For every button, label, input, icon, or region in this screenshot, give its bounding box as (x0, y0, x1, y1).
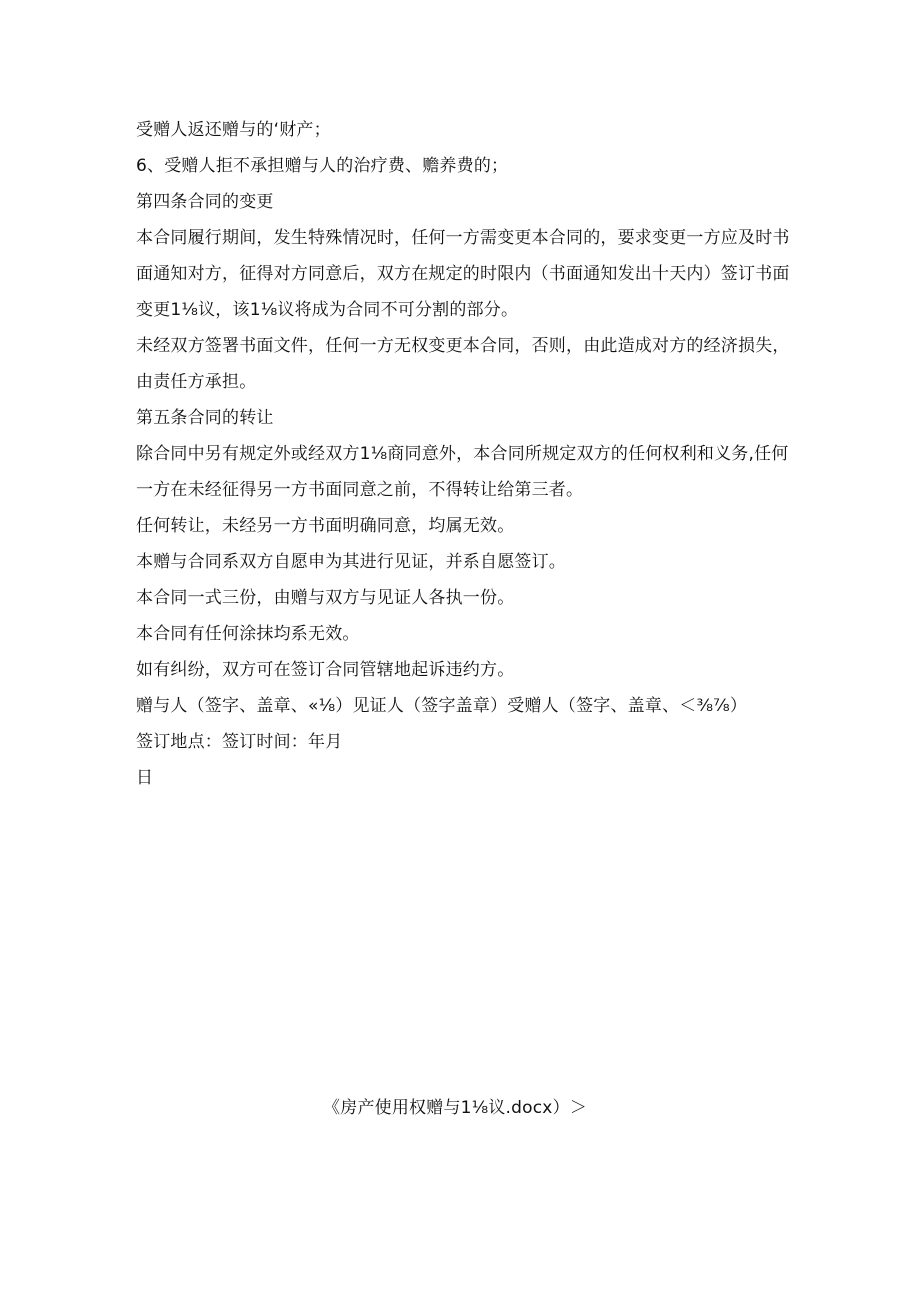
document-footer (0, 1095, 920, 1121)
paragraph-11: 本合同有任何涂抹均系无效。 (136, 624, 360, 644)
paragraph-7: 除合同中另有规定外或经双方1⅛商同意外，本合同所规定双方的任何权利和义务,任何一方在未经征得另一方书面同意之前，不得转让给第三者。 (136, 444, 789, 500)
paragraph-1: 受赠人返还赠与的‘财产； (136, 120, 331, 140)
paragraph-8: 任何转让，未经另一方书面明确同意，均属无效。 (136, 516, 515, 536)
section-heading-5: 第五条合同的转让 (136, 408, 274, 428)
footer-filename: 《房产使用权赠与1⅛议.docx）＞ (323, 1098, 587, 1118)
paragraph-5: 未经双方签署书面文件，任何一方无权变更本合同，否则，由此造成对方的经济损失，由责任方承担。 (136, 336, 790, 392)
section-heading-4: 第四条合同的变更 (136, 192, 274, 212)
paragraph-12: 如有纠纷，双方可在签订合同管辖地起诉违约方。 (136, 660, 515, 680)
paragraph-4: 本合同履行期间，发生特殊情况时，任何一方需变更本合同的，要求变更一方应及时书面通知对方，征得对方同意后，双方在规定的时限内（书面通知发出十天内）签订书面变更1⅛议，该1⅛议将成为合同不可分割的部分。 (136, 228, 790, 320)
paragraph-10: 本合同一式三份，由赠与双方与见证人各执一份。 (136, 588, 515, 608)
paragraph-9: 本赠与合同系双方自愿申为其进行见证，并系自愿签订。 (136, 552, 566, 572)
signature-line: 赠与人（签字、盖章、«⅛）见证人（签字盖章）受赠人（签字、盖章、＜⅜⅞） (136, 696, 748, 716)
signing-place-time: 签订地点：签订时间：年月 (136, 732, 343, 752)
paragraph-2: 6、受赠人拒不承担赠与人的治疗费、赡养费的； (136, 156, 509, 176)
signing-day: 日 (136, 768, 154, 788)
document-body (136, 117, 796, 801)
